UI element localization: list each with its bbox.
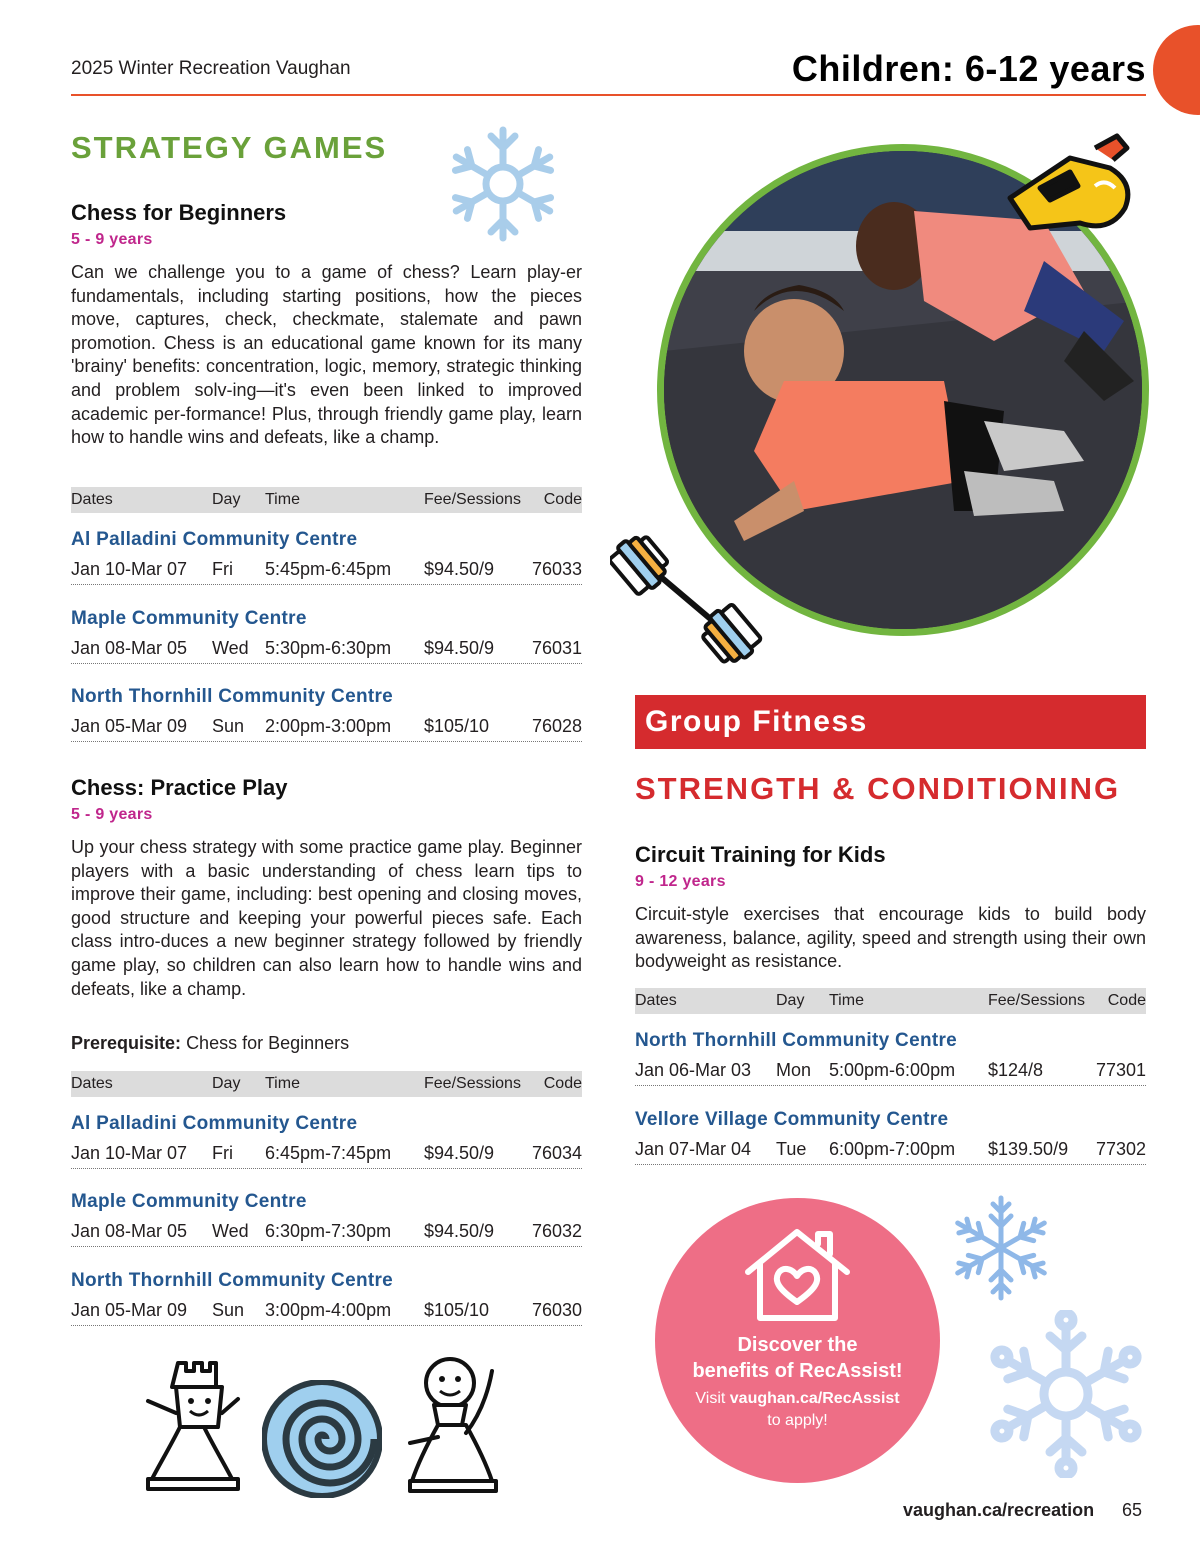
- row-day: Fri: [212, 559, 233, 579]
- row-time: 5:30pm-6:30pm: [265, 638, 392, 658]
- row-time: 6:30pm-7:30pm: [265, 1221, 392, 1241]
- location-name: Al Palladini Community Centre: [71, 529, 358, 550]
- row-day: Fri: [212, 1143, 233, 1163]
- section-title-strength-conditioning: STRENGTH & CONDITIONING: [635, 771, 1121, 806]
- row-time: 6:45pm-7:45pm: [265, 1143, 392, 1163]
- corner-accent-dot: [1153, 25, 1200, 115]
- row-dates: Jan 10-Mar 07: [71, 1143, 188, 1163]
- section-title-strategy-games: STRATEGY GAMES: [71, 130, 388, 165]
- schedule-table-header: [71, 487, 582, 513]
- description-chess-practice: Up your chess strategy with some practice game play. Beginner players with a basic understanding of chess learn tips to improve their game, including: best opening and closing moves, good structure and keeping your powerful pieces safe. Each class intro-duces a new beginner strategy followed by friendly game play, so children can also learn how to handle wins and defeats, like a champ.: [71, 837, 582, 999]
- row-dates: Jan 06-Mar 03: [635, 1060, 752, 1080]
- whistle-icon: [1000, 128, 1140, 238]
- col-time: Time: [265, 1075, 300, 1092]
- row-code: 76030: [531, 1300, 582, 1320]
- row-fee: $94.50/9: [424, 638, 495, 658]
- page-number: 65: [1122, 1500, 1143, 1520]
- recassist-visit: Visit: [695, 1390, 726, 1407]
- row-code: 77301: [1095, 1060, 1146, 1080]
- row-time: 3:00pm-4:00pm: [265, 1300, 392, 1320]
- prerequisite-value: Chess for Beginners: [186, 1033, 350, 1053]
- col-time: Time: [829, 992, 864, 1009]
- row-time: 5:45pm-6:45pm: [265, 559, 392, 579]
- group-fitness-banner: Group Fitness: [635, 695, 1146, 749]
- recassist-visit-line: [655, 1390, 940, 1408]
- schedule-row: [71, 714, 582, 742]
- program-title-chess-practice: Chess: Practice Play: [71, 775, 288, 800]
- program-title-chess-beginners: Chess for Beginners: [71, 200, 287, 225]
- description-chess-beginners: Can we challenge you to a game of chess? Learn play-er fundamentals, including starting positions, how the pieces move, captures, check, checkmate, stalemate and pawn promotion. Chess is an educational game known for its many 'brainy' benefits: concentration, logic, memory, strategic thinking and problem solv-ing—it's even been linked to improved academic per-formance! Plus, through friendly game play, learn how to handle wins and defeats, like a champ.: [71, 262, 582, 448]
- recassist-apply: to apply!: [767, 1412, 828, 1429]
- row-code: 76032: [531, 1221, 582, 1241]
- row-time: 2:00pm-3:00pm: [265, 716, 392, 736]
- row-fee: $105/10: [424, 1300, 490, 1320]
- schedule-row: [635, 1058, 1146, 1086]
- col-dates: Dates: [71, 491, 113, 508]
- row-dates: Jan 10-Mar 07: [71, 559, 188, 579]
- col-fee: Fee/Sessions: [424, 491, 521, 508]
- col-dates: Dates: [635, 992, 677, 1009]
- page-age-group-title: Children: 6-12 years: [791, 48, 1146, 89]
- row-fee: $139.50/9: [988, 1139, 1069, 1159]
- age-range-circuit-training: 9 - 12 years: [635, 873, 726, 890]
- row-code: 76034: [531, 1143, 582, 1163]
- schedule-row: [71, 1141, 582, 1169]
- age-range-chess-beginners: 5 - 9 years: [71, 231, 153, 248]
- row-day: Wed: [212, 638, 249, 658]
- recassist-promo[interactable]: [655, 1198, 940, 1483]
- schedule-table-header: [635, 988, 1146, 1014]
- spiral-icon: [262, 1380, 382, 1498]
- snowflake-icon: [982, 1310, 1150, 1478]
- row-day: Sun: [212, 1300, 245, 1320]
- col-day: Day: [212, 491, 241, 508]
- row-dates: Jan 05-Mar 09: [71, 716, 188, 736]
- row-fee: $105/10: [424, 716, 490, 736]
- col-day: Day: [776, 992, 805, 1009]
- row-dates: Jan 05-Mar 09: [71, 1300, 188, 1320]
- row-dates: Jan 08-Mar 05: [71, 1221, 188, 1241]
- house-heart-icon: [740, 1224, 855, 1324]
- row-day: Sun: [212, 716, 245, 736]
- row-code: 76033: [531, 559, 582, 579]
- col-fee: Fee/Sessions: [424, 1075, 521, 1092]
- col-day: Day: [212, 1075, 241, 1092]
- location-name: North Thornhill Community Centre: [635, 1030, 958, 1051]
- location-name: North Thornhill Community Centre: [71, 686, 394, 707]
- row-day: Tue: [776, 1139, 807, 1159]
- row-time: 5:00pm-6:00pm: [829, 1060, 956, 1080]
- col-fee: Fee/Sessions: [988, 992, 1085, 1009]
- row-code: 76031: [531, 638, 582, 658]
- row-dates: Jan 07-Mar 04: [635, 1139, 752, 1159]
- schedule-row: [71, 1219, 582, 1247]
- chess-pawn-icon: [404, 1353, 529, 1498]
- program-title-circuit-training: Circuit Training for Kids: [635, 842, 886, 867]
- col-code: Code: [1107, 992, 1146, 1009]
- prerequisite-note: [71, 1033, 349, 1054]
- schedule-row: [71, 1298, 582, 1326]
- location-name: Maple Community Centre: [71, 608, 307, 629]
- row-fee: $94.50/9: [424, 559, 495, 579]
- location-name: Maple Community Centre: [71, 1191, 307, 1212]
- row-dates: Jan 08-Mar 05: [71, 638, 188, 658]
- row-code: 76028: [531, 716, 582, 736]
- recassist-headline-2: benefits of RecAssist!: [692, 1360, 903, 1382]
- schedule-row: [71, 636, 582, 664]
- age-range-chess-practice: 5 - 9 years: [71, 806, 153, 823]
- col-code: Code: [543, 491, 582, 508]
- recassist-link[interactable]: vaughan.ca/RecAssist: [729, 1390, 900, 1407]
- row-fee: $94.50/9: [424, 1221, 495, 1241]
- chess-rook-icon: [136, 1355, 246, 1495]
- row-day: Mon: [776, 1060, 812, 1080]
- row-day: Wed: [212, 1221, 249, 1241]
- row-time: 6:00pm-7:00pm: [829, 1139, 956, 1159]
- location-name: Al Palladini Community Centre: [71, 1113, 358, 1134]
- snowflake-icon: [946, 1193, 1056, 1303]
- schedule-row: [71, 557, 582, 585]
- row-fee: $124/8: [988, 1060, 1044, 1080]
- schedule-table-header: [71, 1071, 582, 1097]
- publication-title: 2025 Winter Recreation Vaughan: [71, 58, 351, 79]
- row-code: 77302: [1095, 1139, 1146, 1159]
- schedule-row: [635, 1137, 1146, 1165]
- dumbbell-icon: [610, 527, 765, 667]
- prerequisite-label: Prerequisite:: [71, 1033, 182, 1053]
- location-name: Vellore Village Community Centre: [635, 1109, 949, 1130]
- footer-website[interactable]: vaughan.ca/recreation: [903, 1500, 1095, 1520]
- location-name: North Thornhill Community Centre: [71, 1270, 394, 1291]
- snowflake-icon: [443, 124, 563, 244]
- col-time: Time: [265, 491, 300, 508]
- col-dates: Dates: [71, 1075, 113, 1092]
- col-code: Code: [543, 1075, 582, 1092]
- row-fee: $94.50/9: [424, 1143, 495, 1163]
- description-circuit-training: Circuit-style exercises that encourage kids to build body awareness, balance, agility, speed and strength using their own bodyweight as resistance.: [635, 904, 1146, 972]
- header-divider: [71, 94, 1146, 96]
- recassist-headline-1: Discover the: [737, 1334, 858, 1356]
